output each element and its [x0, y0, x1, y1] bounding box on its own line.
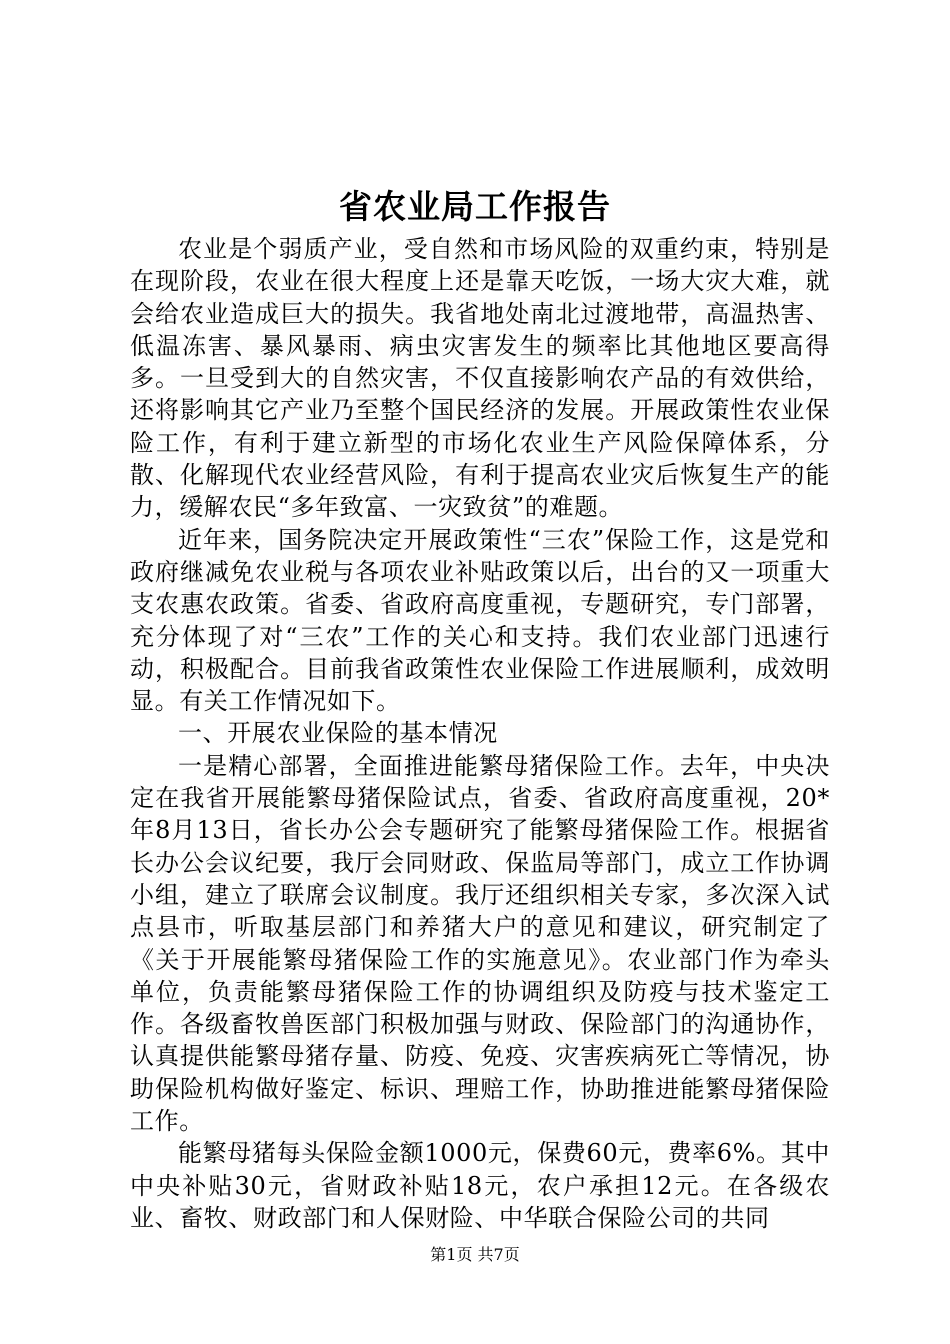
- paragraph-background: 近年来，国务院决定开展政策性“三农”保险工作，这是党和政府继减免农业税与各项农业补贴政策以后，出台的又一项重大支农惠农政策。省委、省政府高度重视，专题研究，专门部署，充分体现了对“三农”工作的关心和支持。我们农业部门迅速行动，积极配合。目前我省政策性农业保险工作进展顺利，成效明显。有关工作情况如下。: [130, 525, 830, 716]
- section-heading-basic-situation: 一、开展农业保险的基本情况: [178, 719, 498, 748]
- page-number-footer: 第1页 共7页: [430, 1245, 520, 1264]
- document-body: [130, 233, 830, 1234]
- paragraph-premium-details: 能繁母猪每头保险金额1000元，保费60元，费率6%。其中中央补贴30元，省财政补贴18元，农户承担12元。在各级农业、畜牧、财政部门和人保财险、中华联合保险公司的共同: [130, 1139, 830, 1232]
- paragraph-intro: 农业是个弱质产业，受自然和市场风险的双重约束，特别是在现阶段，农业在很大程度上还是靠天吃饭，一场大灾大难，就会给农业造成巨大的损失。我省地处南北过渡地带，高温热害、低温冻害、暴风暴雨、病虫灾害发生的频率比其他地区要高得多。一旦受到大的自然灾害，不仅直接影响农产品的有效供给，还将影响其它产业乃至整个国民经济的发展。开展政策性农业保险工作，有利于建立新型的市场化农业生产风险保障体系，分散、化解现代农业经营风险，有利于提高农业灾后恢复生产的能力，缓解农民“多年致富、一灾致贫”的难题。: [130, 235, 830, 522]
- document-title: 省农业局工作报告: [339, 187, 611, 226]
- paragraph-sow-insurance: 一是精心部署，全面推进能繁母猪保险工作。去年，中央决定在我省开展能繁母猪保险试点，省委、省政府高度重视，20*年8月13日，省长办公会专题研究了能繁母猪保险工作。根据省长办公会议纪要，我厅会同财政、保监局等部门，成立工作协调小组，建立了联席会议制度。我厅还组织相关专家，多次深入试点县市，听取基层部门和养猪大户的意见和建议，研究制定了《关于开展能繁母猪保险工作的实施意见》。农业部门作为牵头单位，负责能繁母猪保险工作的协调组织及防疫与技术鉴定工作。各级畜牧兽医部门积极加强与财政、保险部门的沟通协作，认真提供能繁母猪存量、防疫、免疫、灾害疾病死亡等情况，协助保险机构做好鉴定、标识、理赔工作，协助推进能繁母猪保险工作。: [130, 751, 830, 1136]
